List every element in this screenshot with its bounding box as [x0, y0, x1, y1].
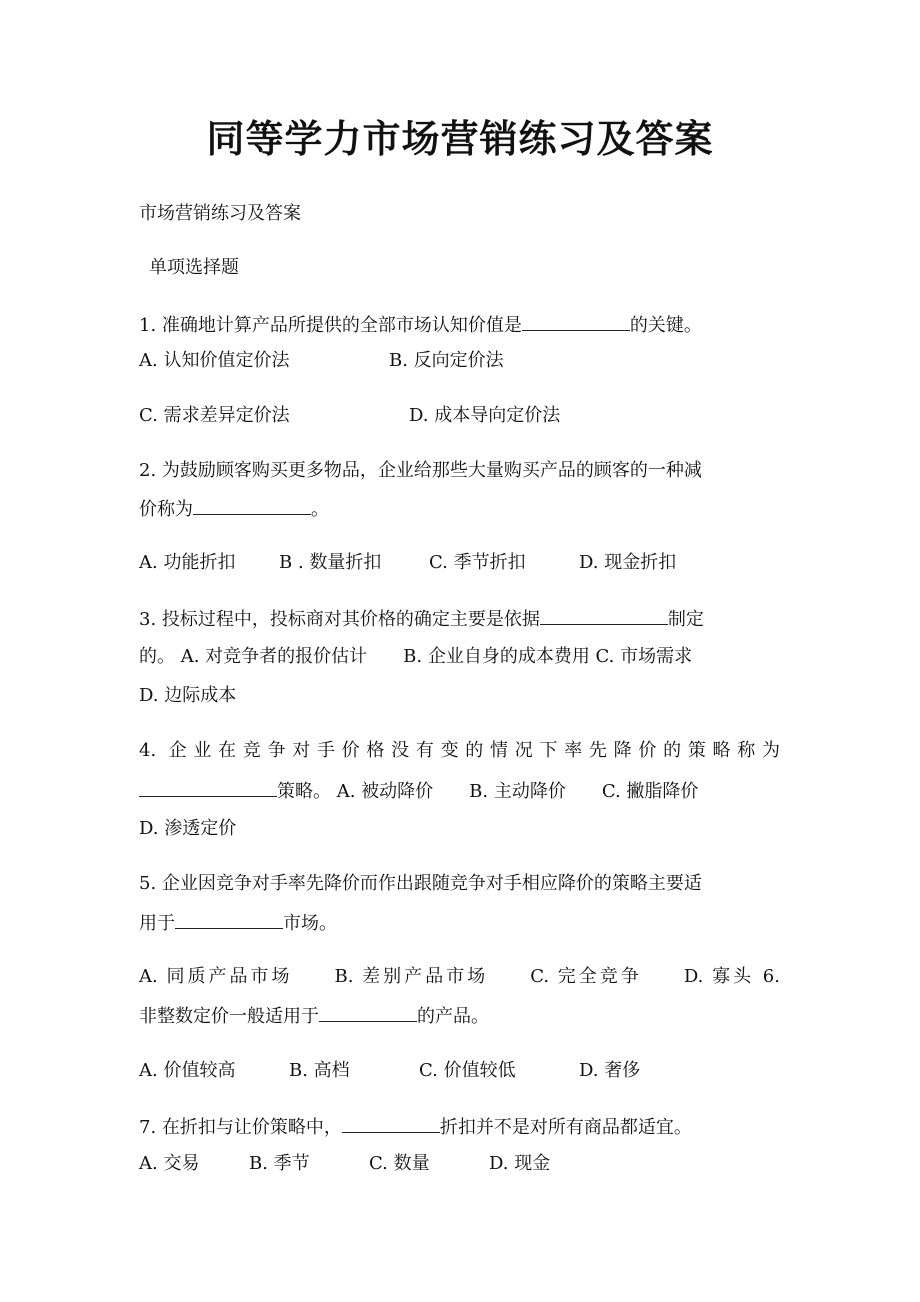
question-6-tail: 的产品。 [417, 1006, 489, 1027]
question-3-text: 3. 投标过程中，投标商对其价格的确定主要是依据 [139, 609, 540, 630]
question-3-line-1 [139, 606, 704, 632]
question-6-text: 非整数定价一般适用于 [139, 1006, 319, 1027]
question-4-text: 策略。 A. 被动降价 B. 主动降价 C. 撇脂降价 [277, 781, 699, 802]
question-1-tail: 的关键。 [629, 315, 702, 336]
question-2-line-1: 2. 为鼓励顾客购买更多物品，企业给那些大量购买产品的顾客的一种减 [139, 460, 702, 481]
question-1-option-b: B. 反向定价法 [389, 350, 504, 371]
question-6-stem [139, 1003, 489, 1029]
question-3-line-2: 的。 A. 对竞争者的报价估计 B. 企业自身的成本费用 C. 市场需求 [139, 646, 693, 667]
section-heading: 单项选择题 [149, 257, 239, 278]
question-6-option-b: B. 高档 [289, 1060, 350, 1081]
answer-blank [342, 1114, 440, 1133]
question-6-option-c: C. 价值较低 [419, 1060, 516, 1081]
answer-blank [522, 312, 630, 331]
question-4-line-2 [139, 778, 698, 804]
question-2-option-d: D. 现金折扣 [579, 552, 677, 573]
question-3-line-3: D. 边际成本 [139, 685, 237, 706]
answer-blank [319, 1003, 417, 1022]
answer-blank [193, 496, 311, 515]
question-5-tail: 市场。 [283, 913, 337, 934]
question-1-option-a: A. 认知价值定价法 [139, 350, 290, 371]
question-6-option-d: D. 奢侈 [579, 1060, 641, 1081]
question-2-option-b: B . 数量折扣 [279, 552, 382, 573]
answer-blank [540, 606, 668, 625]
question-2-option-c: C. 季节折扣 [429, 552, 526, 573]
question-7-option-d: D. 现金 [489, 1153, 551, 1174]
question-7-text: 7. 在折扣与让价策略中， [139, 1117, 342, 1138]
question-5-line-2 [139, 910, 337, 936]
question-4-line-1: 4. 企业在竞争对手价格没有变的情况下率先降价的策略称为 [139, 740, 780, 761]
question-5-text: 用于 [139, 913, 175, 934]
question-7-tail: 折扣并不是对所有商品都适宜。 [439, 1117, 692, 1138]
question-1-option-d: D. 成本导向定价法 [409, 405, 561, 426]
question-2-tail: 。 [311, 499, 329, 520]
question-4-line-3: D. 渗透定价 [139, 818, 237, 839]
question-3-tail: 制定 [667, 609, 704, 630]
page-title: 同等学力市场营销练习及答案 [206, 117, 714, 161]
question-7-option-a: A. 交易 [139, 1153, 200, 1174]
question-1-text: 1. 准确地计算产品所提供的全部市场认知价值是 [139, 315, 522, 336]
answer-blank [139, 778, 277, 797]
subtitle: 市场营销练习及答案 [139, 203, 301, 224]
question-2-option-a: A. 功能折扣 [139, 552, 236, 573]
question-7-option-c: C. 数量 [369, 1153, 430, 1174]
question-5-line-1: 5. 企业因竞争对手率先降价而作出跟随竞争对手相应降价的策略主要适 [139, 873, 702, 894]
question-2-text: 价称为 [139, 499, 193, 520]
question-6-option-a: A. 价值较高 [139, 1060, 236, 1081]
question-2-line-2 [139, 496, 329, 522]
question-1 [139, 312, 702, 338]
question-1-option-c: C. 需求差异定价法 [139, 405, 290, 426]
question-7 [139, 1114, 692, 1140]
question-7-option-b: B. 季节 [249, 1153, 310, 1174]
answer-blank [175, 910, 283, 929]
question-5-options: A. 同质产品市场 B. 差别产品市场 C. 完全竞争 D. 寡头 6. [139, 966, 780, 987]
